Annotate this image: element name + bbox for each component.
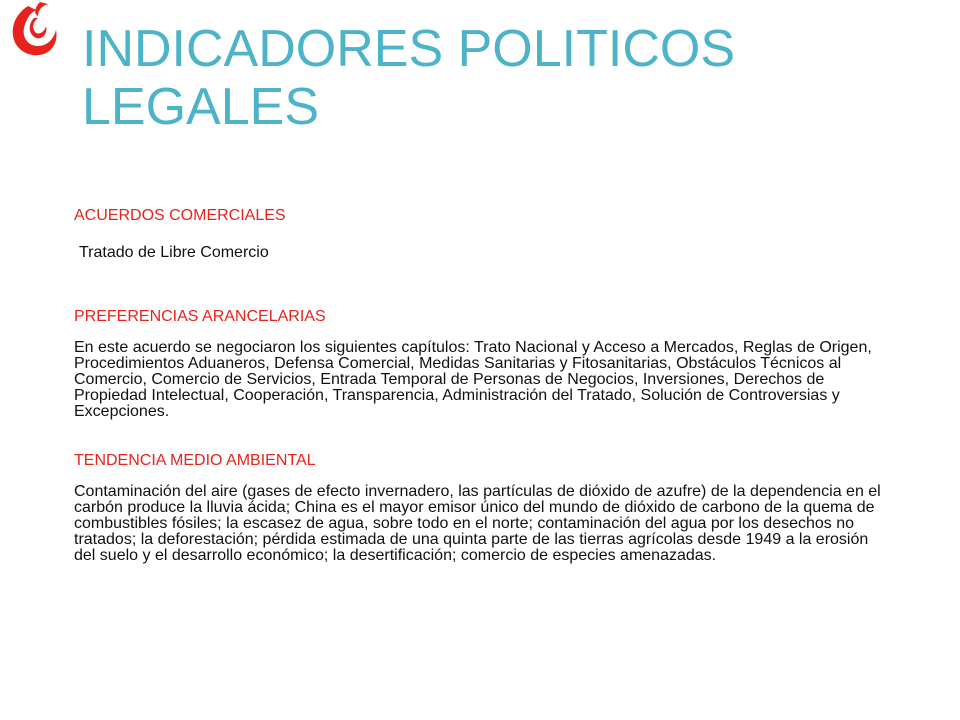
section-text-medio-ambiental: Contaminación del aire (gases de efecto invernadero, las partículas de dióxido de azufre) de la dependencia en el carbón produce la lluvia ácida; China es el mayor emisor único del mundo de dióxido de carbono de la quema de combustibles fósiles; la escasez de agua, sobre todo en el norte; contaminación del agua por los desechos no tratados; la deforestación; pérdida estimada de una quinta parte de las tierras agrícolas desde 1949 a la erosión del suelo y el desarrollo económico; la desertificación; comercio de especies amenazadas. — [74, 483, 881, 564]
university-logo — [4, 0, 62, 62]
slide-title-line-2: LEGALES — [82, 78, 320, 136]
section-text-preferencias: En este acuerdo se negociaron los siguientes capítulos: Trato Nacional y Acceso a Mercados, Reglas de Origen, Procedimientos Aduaneros, Defensa Comercial, Medidas Sanitarias y Fitosanitarias, Obstáculos Técnicos al Comercio, Comercio de Servicios, Entrada Temporal de Personas de Negocios, Inversiones, Derechos de Propiedad Intelectual, Cooperación, Transparencia, Administración del Tratado, Solución de Controversias y Excepciones. — [74, 339, 872, 420]
slide-title — [82, 20, 942, 136]
slide-title-line-1: INDICADORES POLITICOS — [82, 20, 735, 78]
section-heading-preferencias: PREFERENCIAS ARANCELARIAS — [74, 308, 326, 325]
section-heading-medio-ambiental: TENDENCIA MEDIO AMBIENTAL — [74, 452, 316, 469]
section-text-acuerdos: Tratado de Libre Comercio — [79, 244, 269, 261]
section-heading-acuerdos: ACUERDOS COMERCIALES — [74, 207, 286, 224]
